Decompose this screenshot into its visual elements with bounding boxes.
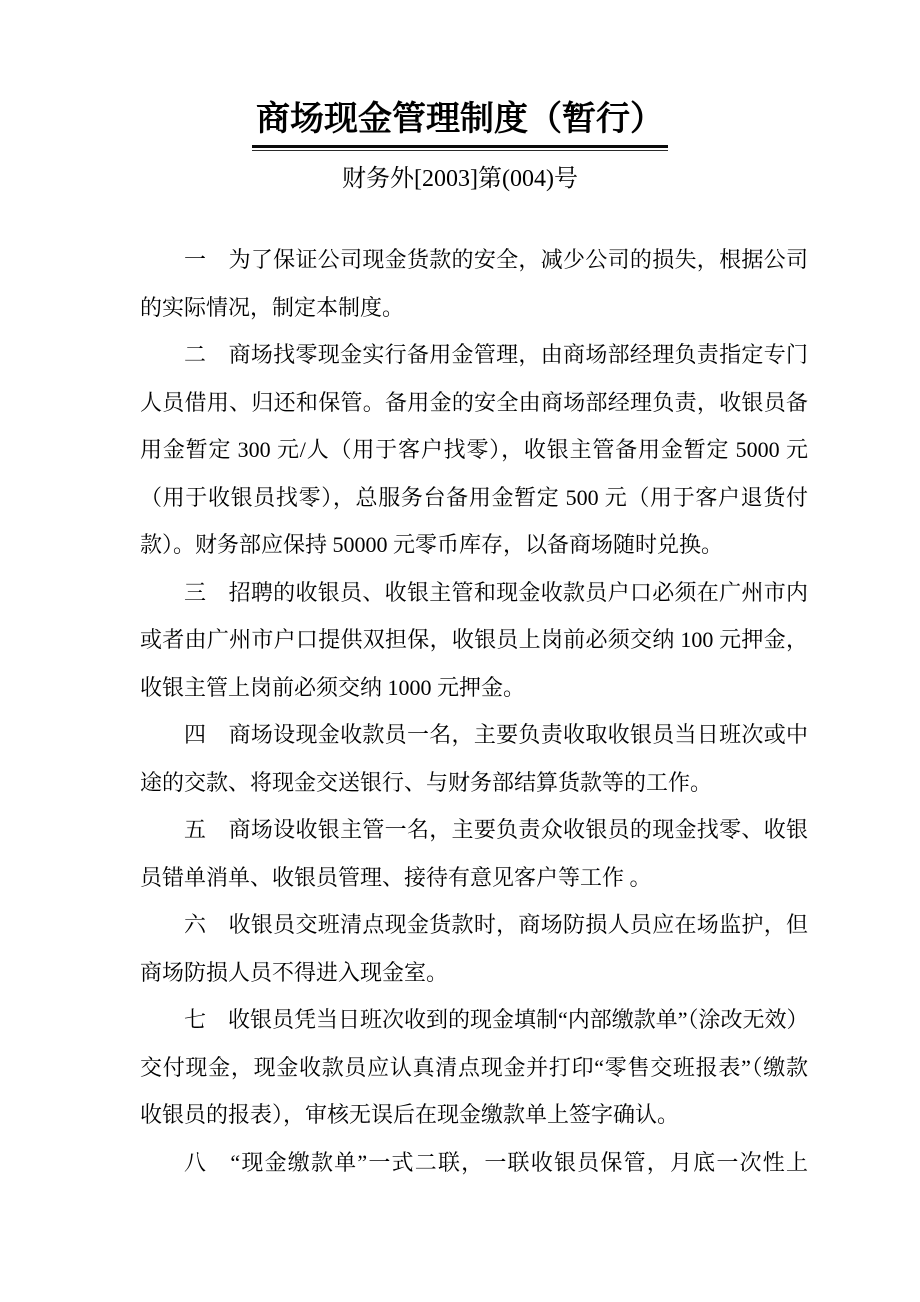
paragraph (140, 569, 808, 712)
paragraph-line: 或者由广州市户口提供双担保，收银员上岗前必须交纳 100 元押金， (140, 627, 808, 653)
paragraph-line: （用于收银员找零），总服务台备用金暂定 500 元（用于客户退货付 (140, 484, 808, 510)
paragraph-line: 收银员的报表），审核无误后在现金缴款单上签字确认。 (140, 1102, 680, 1128)
paragraph (140, 236, 808, 331)
paragraph (140, 711, 808, 806)
paragraph-line: 款）。财务部应保持 50000 元零币库存，以备商场随时兑换。 (140, 532, 724, 558)
paragraph-line: 交付现金，现金收款员应认真清点现金并打印“零售交班报表”（缴款 (140, 1054, 808, 1080)
paragraph-line: 七 收银员凭当日班次收到的现金填制“内部缴款单”（涂改无效） (184, 1007, 809, 1033)
paragraph-line: 商场防损人员不得进入现金室。 (140, 959, 449, 985)
paragraph (140, 331, 808, 569)
paragraph-line: 三 招聘的收银员、收银主管和现金收款员户口必须在广州市内 (184, 579, 808, 605)
paragraph (140, 806, 808, 901)
paragraph-line: 途的交款、将现金交送银行、与财务部结算货款等的工作。 (140, 769, 713, 795)
paragraph-line: 六 收银员交班清点现金货款时，商场防损人员应在场监护，但 (184, 912, 808, 938)
title-block (0, 98, 920, 148)
paragraph-line: 的实际情况，制定本制度。 (140, 294, 405, 320)
document-number: 财务外[2003]第(004)号 (342, 166, 578, 193)
paragraph-line: 八 “现金缴款单”一式二联，一联收银员保管，月底一次性上 (184, 1149, 808, 1175)
paragraph-line: 五 商场设收银主管一名，主要负责众收银员的现金找零、收银 (184, 817, 808, 843)
paragraph-line: 员错单消单、收银员管理、接待有意见客户等工作 。 (140, 864, 652, 890)
paragraph-line: 四 商场设现金收款员一名，主要负责收取收银员当日班次或中 (184, 722, 808, 748)
paragraph-line: 二 商场找零现金实行备用金管理，由商场部经理负责指定专门 (184, 342, 808, 368)
paragraph (140, 901, 808, 996)
paragraph-line: 收银主管上岗前必须交纳 1000 元押金。 (140, 674, 526, 700)
document-title: 商场现金管理制度（暂行） (252, 98, 668, 148)
paragraph (140, 1139, 808, 1187)
paragraph-line: 人员借用、归还和保管。备用金的安全由商场部经理负责，收银员备 (140, 389, 808, 415)
document-body (140, 236, 808, 1186)
paragraph (140, 996, 808, 1139)
paragraph-line: 用金暂定 300 元/人（用于客户找零），收银主管备用金暂定 5000 元 (140, 437, 808, 463)
paragraph-line: 一 为了保证公司现金货款的安全，减少公司的损失，根据公司 (184, 247, 808, 273)
